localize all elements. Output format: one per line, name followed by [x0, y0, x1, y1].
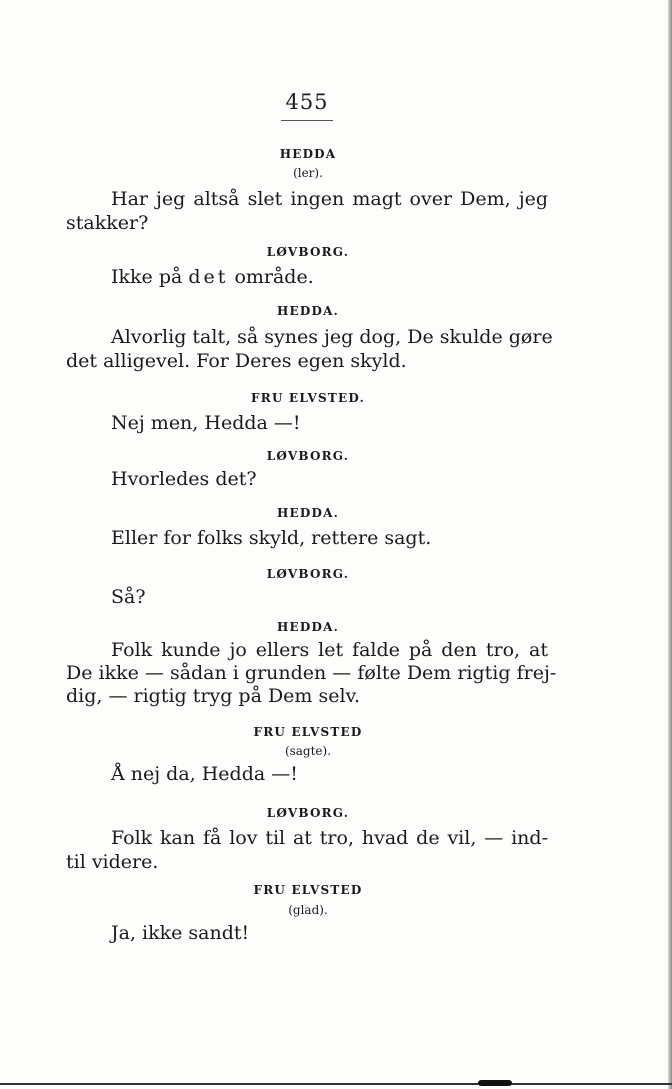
speaker-label: HEDDA.: [277, 304, 339, 318]
speaker-label: LØVBORG.: [266, 245, 350, 259]
page-number: 455: [285, 90, 329, 114]
page-number-rule: [281, 120, 333, 121]
dialogue-line: Å nej da, Hedda —!: [111, 763, 298, 785]
speaker-label: HEDDA.: [277, 506, 339, 520]
dialogue-line: Folk kunde jo ellers let falde på den tro, at: [111, 639, 548, 661]
dialogue-line: dig, — rigtig tryg på Dem selv.: [66, 685, 361, 707]
speaker-label: FRU ELVSTED.: [251, 391, 365, 405]
dialogue-line: Så?: [111, 586, 146, 608]
dialogue-line: De ikke — sådan i grunden — følte Dem rigtig frej-: [66, 662, 557, 684]
speaker-label: LØVBORG.: [266, 449, 350, 463]
speaker-label: LØVBORG.: [266, 567, 350, 581]
page-edge-shadow: [668, 0, 672, 1089]
dialogue-line: Nej men, Hedda —!: [111, 412, 301, 434]
speaker-label: FRU ELVSTED: [253, 725, 363, 739]
dialogue-line: til videre.: [66, 851, 159, 873]
dialogue-line: Eller for folks skyld, rettere sagt.: [111, 527, 432, 549]
stage-direction: (glad).: [288, 903, 328, 917]
dialogue-line: Ja, ikke sandt!: [111, 922, 250, 944]
stage-direction: (ler).: [293, 166, 323, 180]
speaker-label: HEDDA: [279, 147, 337, 161]
bottom-border-line: [0, 1083, 672, 1085]
dialogue-line: Folk kan få lov til at tro, hvad de vil, — ind-: [111, 827, 548, 849]
speaker-label: FRU ELVSTED: [253, 883, 363, 897]
speaker-label: LØVBORG.: [266, 806, 350, 820]
dialogue-line: stakker?: [66, 212, 149, 234]
dialogue-line: Ikke på det område.: [111, 266, 314, 288]
dialogue-line: Hvorledes det?: [111, 468, 257, 490]
stage-direction: (sagte).: [284, 744, 332, 758]
dialogue-line: Har jeg altså slet ingen magt over Dem, jeg: [111, 188, 548, 210]
emphasized-word: det: [188, 266, 229, 288]
dialogue-line: det alligevel. For Deres egen skyld.: [66, 350, 407, 372]
dialogue-line: Alvorlig talt, så synes jeg dog, De skulde gøre: [111, 326, 553, 348]
speaker-label: HEDDA.: [277, 620, 339, 634]
bottom-ink-mark: [478, 1080, 512, 1086]
